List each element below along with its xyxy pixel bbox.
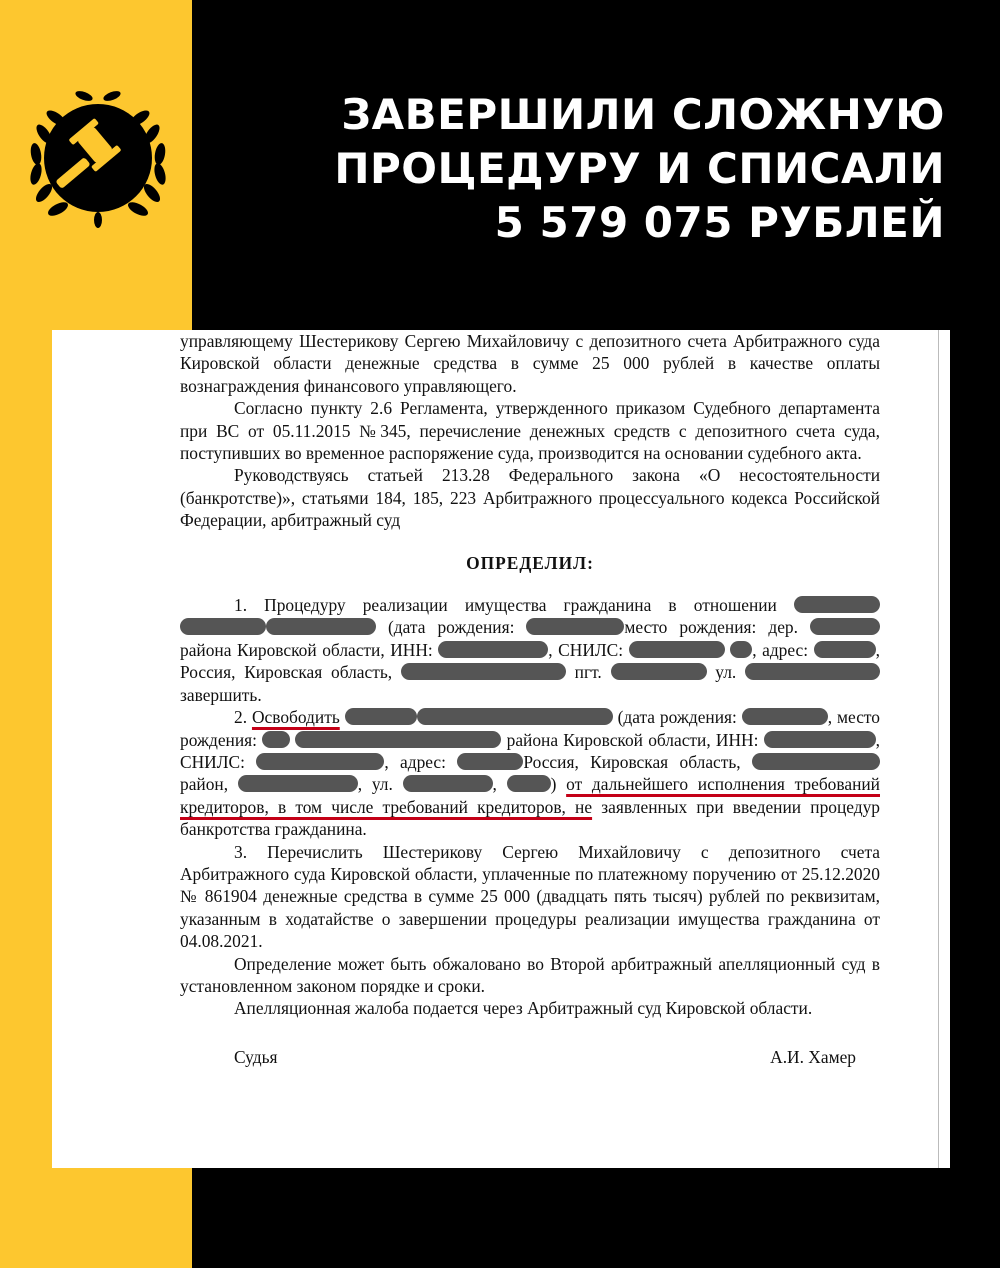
- item2-text-h: район,: [180, 774, 229, 795]
- paragraph-2: Согласно пункту 2.6 Регламента, утвержденного приказом Судебного департамента при ВС от 05.11.2015 №345, перечисление денежных средств с депозитного счета суда, поступивших во временное распоряжение суда, производится на основании судебного акта.: [180, 398, 880, 464]
- headline-line-1: ЗАВЕРШИЛИ СЛОЖНУЮ: [341, 90, 945, 139]
- item2-text-f: адрес:: [400, 751, 446, 772]
- item1-text-g: , Россия, Кировская область,: [180, 639, 880, 683]
- item2-text-d: района Кировской области, ИНН:: [506, 729, 759, 750]
- redaction: [794, 596, 880, 613]
- gavel-laurel-icon: [22, 82, 174, 234]
- item2-text-k: заявленных при введении процедур банкротства гражданина.: [180, 796, 880, 840]
- item2-text-i: ул.: [371, 774, 393, 795]
- item2-text-j: ): [550, 774, 557, 795]
- item2-text-e: СНИЛС:: [180, 751, 245, 772]
- redaction: [611, 663, 707, 680]
- redaction: [401, 663, 566, 680]
- court-document: [52, 330, 950, 1168]
- item2-text-a: 2.: [234, 707, 248, 728]
- redaction: [745, 663, 880, 680]
- paragraph-item-3: 3. Перечислить Шестерикову Сергею Михайловичу с депозитного счета Арбитражного суда Кировской области, уплаченные по платежному поручению от 25.12.2020 № 861904 денежные средства в сумме 25 000 (двадцать пять тысяч) рублей по реквизитам, указанным в ходатайстве о завершении процедуры реализации имущества гражданина от 04.08.2021.: [180, 841, 880, 952]
- item2-text-c: место рождения:: [180, 707, 880, 750]
- headline-line-3: 5 579 075 РУБЛЕЙ: [494, 198, 945, 247]
- redaction: [810, 618, 880, 635]
- headline-line-2: ПРОЦЕДУРУ И СПИСАЛИ: [334, 144, 945, 193]
- redaction: [266, 618, 376, 635]
- signature-block: [180, 1046, 880, 1068]
- redaction: [403, 775, 493, 792]
- redaction: [238, 775, 358, 792]
- paragraph-complaint: Апелляционная жалоба подается через Арбитражный суд Кировской области.: [234, 998, 813, 1019]
- redaction: [814, 641, 876, 658]
- redaction: [742, 708, 828, 725]
- release-from-claims-text: от дальнейшего исполнения требований кредиторов, в том числе требований кредиторов, не: [180, 774, 880, 817]
- paragraph-3: Руководствуясь статьей 213.28 Федерального закона «О несостоятельности (банкротстве)», статьями 184, 185, 223 Арбитражного процессуального кодекса Российской Федерации, арбитражный суд: [180, 465, 880, 531]
- item1-text-h: пгт.: [574, 662, 602, 683]
- judge-label: Судья: [234, 1046, 278, 1067]
- headline: [245, 88, 945, 250]
- ruling-title: ОПРЕДЕЛИЛ:: [466, 552, 594, 573]
- paragraph-appeal: Определение может быть обжаловано во Второй арбитражный апелляционный суд в установленном законом порядке и сроки.: [180, 953, 880, 996]
- item1-text-e: СНИЛС:: [558, 639, 624, 660]
- redaction: [507, 775, 551, 792]
- item1-text-i: ул.: [715, 662, 737, 683]
- redaction: [457, 753, 523, 770]
- redaction: [752, 753, 880, 770]
- item2-text-b: (дата рождения:: [617, 707, 737, 728]
- item2-text-g: Россия, Кировская область,: [523, 751, 741, 772]
- page-edge: [938, 330, 939, 1168]
- paragraph-1: управляющему Шестерикову Сергею Михайловичу с депозитного счета Арбитражного суда Кировской области денежные средства в сумме 25 000 рублей в качестве оплаты вознаграждения финансового управляющего.: [180, 331, 880, 396]
- redaction: [345, 708, 417, 725]
- redaction: [764, 731, 876, 748]
- item1-text-c: место рождения: дер.: [624, 617, 798, 638]
- item1-text-f: , адрес:: [752, 639, 809, 660]
- redaction: [295, 731, 501, 748]
- ruling-item-1: 1. Процедуру реализации имущества гражданина в отношении (дата рождения: место рождения: дер. района Кировской области, ИНН: , СНИЛС: , адрес: , Россия, Кировская область, пгт. ул. завершить.: [180, 595, 880, 705]
- redaction: [730, 641, 752, 658]
- redaction: [526, 618, 624, 635]
- redaction: [180, 618, 266, 635]
- item1-text-d: района Кировской области, ИНН:: [180, 639, 433, 660]
- document-body: [180, 330, 880, 1068]
- item1-text-a: 1. Процедуру реализации имущества гражданина в отношении: [234, 595, 777, 616]
- ruling-item-2: 2. Освободить (дата рождения: , место рождения: района Кировской области, ИНН: , СНИЛС: , адрес: Россия, Кировская область, район, , ул. , ) от дальнейшего исполнения требований кредиторов, в том числе требований кредиторов, не заявленных при введении процедур банкротства гражданина.: [180, 707, 880, 840]
- redaction: [256, 753, 384, 770]
- release-word: Освободить: [251, 707, 340, 728]
- item1-text-j: завершить.: [180, 684, 262, 705]
- redaction: [262, 731, 290, 748]
- judge-name: А.И. Хамер: [770, 1046, 856, 1067]
- redaction: [629, 641, 725, 658]
- redaction: [438, 641, 548, 658]
- redaction: [417, 708, 613, 725]
- item1-text-b: (дата рождения:: [388, 617, 515, 638]
